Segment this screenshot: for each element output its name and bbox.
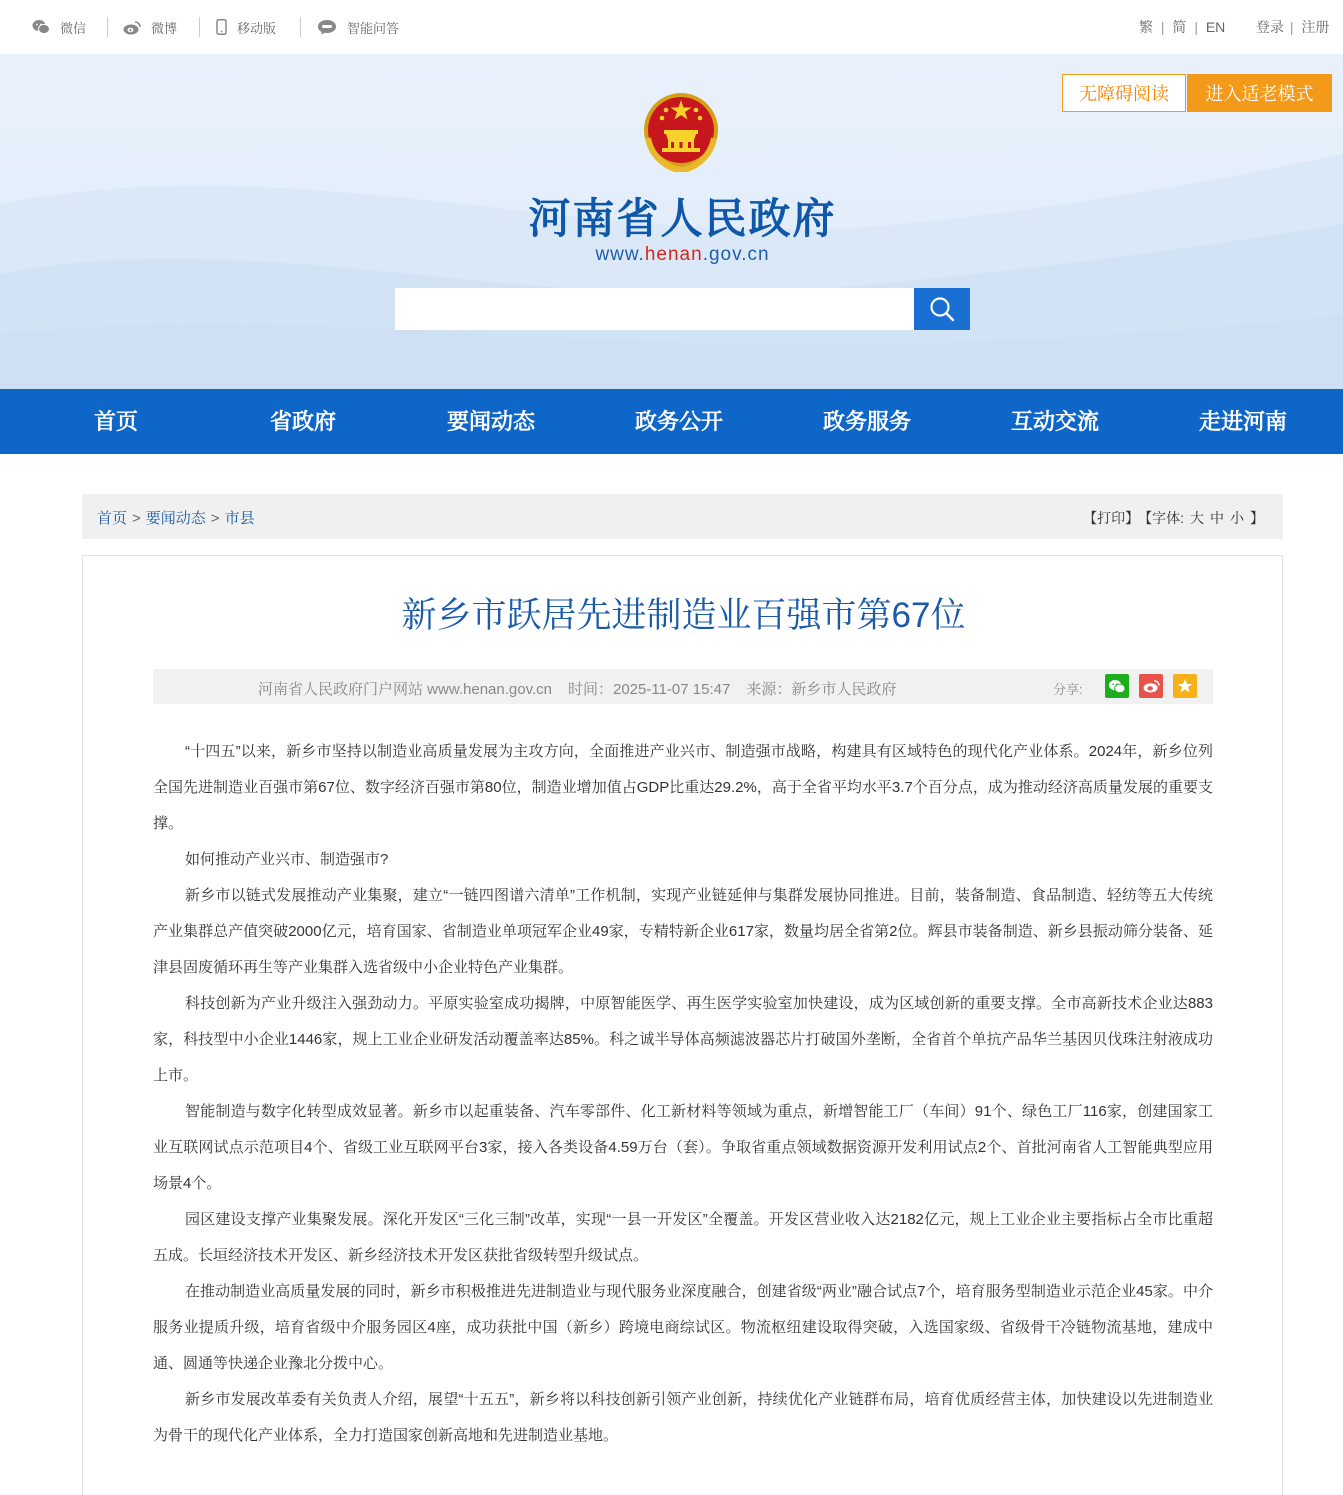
share-weibo-button[interactable] [1139, 674, 1163, 698]
article-time-group [568, 681, 730, 698]
font-size-end: 】 [1250, 510, 1264, 526]
url-highlight: henan [644, 244, 703, 265]
favorite-button[interactable] [1173, 674, 1197, 698]
chat-bubble-icon [317, 19, 337, 35]
nav-item-interaction[interactable]: 互动交流 [1011, 409, 1100, 434]
article-paragraph: 新乡市以链式发展推动产业集聚，建立“一链四图谱六清单”工作机制，实现产业链延伸与集群发展协同推进。目前，装备制造、食品制造、轻纺等五大传统产业集群总产值突破2000亿元，培育国家、省制造业单项冠军企业49家，专精特新企业617家，数量均居全省第2位。辉县市装备制造、新乡县振动筛分装备、延津县固废循环再生等产业集群入选省级中小企业特色产业集群。 [153, 887, 1213, 976]
lang-traditional[interactable]: 繁 [1139, 19, 1153, 35]
breadcrumb-separator: > [210, 510, 220, 527]
time-label: 时间： [567, 681, 613, 698]
site-title: 河南省人民政府 [528, 194, 837, 243]
smart-qa-label: 智能问答 [347, 20, 400, 36]
breadcrumb [97, 507, 255, 528]
divider [107, 17, 108, 37]
site-header [0, 54, 1343, 389]
article-paragraph: 新乡市发展改革委有关负责人介绍，展望“十五五”，新乡将以科技创新引领产业创新，持续优化产业链群布局，培育优质经营主体，加快建设以先进制造业为骨干的现代化产业体系，全力打造国家创新高地和先进制造业基地。 [153, 1391, 1213, 1444]
nav-item-about-henan[interactable]: 走进河南 [1199, 409, 1288, 434]
article-source-group [746, 681, 896, 698]
wechat-icon [32, 19, 50, 35]
article-paragraph: “十四五”以来，新乡市坚持以制造业高质量发展为主攻方向，全面推进产业兴市、制造强市战略，构建具有区域特色的现代化产业体系。2024年，新乡位列全国先进制造业百强市第67位、数字经济百强市第80位，制造业增加值占GDP比重达29.2%，高于全省平均水平3.7个百分点，成为推动经济高质量发展的重要支撑。 [153, 743, 1213, 832]
top-utility-bar [0, 0, 1343, 54]
login-link[interactable]: 登录 [1256, 19, 1284, 35]
breadcrumb-bar [82, 494, 1283, 539]
article-source: 新乡市人民政府 [791, 681, 897, 698]
weibo-label: 微博 [151, 20, 178, 36]
font-medium-button[interactable]: 中 [1210, 510, 1224, 526]
wechat-label: 微信 [60, 20, 87, 36]
url-suffix: .gov.cn [702, 244, 770, 265]
search-input[interactable] [395, 288, 914, 330]
nav-item-services[interactable]: 政务服务 [823, 409, 912, 434]
smart-qa-link[interactable] [317, 17, 399, 37]
mobile-link[interactable] [216, 17, 276, 37]
elder-mode-button[interactable]: 进入适老模式 [1187, 74, 1332, 112]
font-large-button[interactable]: 大 [1190, 510, 1204, 526]
weibo-icon [123, 20, 141, 35]
mobile-label: 移动版 [237, 20, 277, 36]
mobile-phone-icon [216, 19, 227, 35]
article-meta [258, 678, 912, 699]
article-paragraph: 科技创新为产业升级注入强劲动力。平原实验室成功揭牌，中原智能医学、再生医学实验室加快建设，成为区域创新的重要支撑。全市高新技术企业达883家，科技型中小企业1446家，规上工业企业研发活动覆盖率达85%。科之诚半导体高频滤波器芯片打破国外垄断，全省首个单抗产品华兰基因贝伐珠注射液成功上市。 [153, 995, 1213, 1084]
article-paragraph: 智能制造与数字化转型成效显著。新乡市以起重装备、汽车零部件、化工新材料等领域为重点，新增智能工厂（车间）91个、绿色工厂116家，创建国家工业互联网试点示范项目4个、省级工业互联网平台3家，接入各类设备4.59万台（套）。争取省重点领域数据资源开发利用试点2个、首批河南省人工智能典型应用场景4个。 [153, 1103, 1213, 1192]
lang-simplified[interactable]: 简 [1172, 19, 1187, 35]
share-label: 分享: [1053, 682, 1083, 697]
article-paragraph: 在推动制造业高质量发展的同时，新乡市积极推进先进制造业与现代服务业深度融合，创建省级“两业”融合试点7个，培育服务型制造业示范企业45家。中介服务业提质升级，培育省级中介服务园区4座，成功获批中国（新乡）跨境电商综试区。物流枢纽建设取得突破，入选国家级、省级骨干冷链物流基地，建成中通、圆通等快递企业豫北分拨中心。 [153, 1283, 1213, 1372]
article-paragraph: 如何推动产业兴市、制造强市? [185, 851, 389, 868]
article-time: 2025-11-07 15:47 [612, 681, 731, 698]
nav-item-provincial-gov[interactable]: 省政府 [270, 409, 337, 434]
article-meta-bar [153, 669, 1213, 704]
nav-item-home[interactable]: 首页 [94, 409, 139, 434]
divider [199, 17, 200, 37]
national-emblem-icon [642, 90, 720, 172]
article-container [82, 555, 1283, 1495]
breadcrumb-news[interactable]: 要闻动态 [145, 510, 206, 527]
article-title: 新乡市跃居先进制造业百强市第67位 [401, 596, 966, 635]
wechat-link[interactable] [32, 17, 86, 37]
print-button[interactable]: 【打印】 [1083, 510, 1140, 526]
lang-english[interactable]: EN [1205, 19, 1226, 35]
accessible-reading-button[interactable]: 无障碍阅读 [1062, 74, 1186, 112]
font-size-label: 【字体: [1145, 510, 1184, 526]
breadcrumb-cities[interactable]: 市县 [224, 510, 255, 527]
url-prefix: www. [595, 244, 645, 265]
source-label: 来源： [746, 681, 792, 698]
nav-item-gov-affairs[interactable]: 政务公开 [635, 409, 724, 434]
article-publisher: 河南省人民政府门户网站 www.henan.gov.cn [258, 681, 552, 698]
article-body [153, 734, 1213, 1454]
main-nav [0, 389, 1343, 454]
star-icon [1177, 678, 1193, 694]
register-link[interactable]: 注册 [1301, 19, 1330, 35]
breadcrumb-separator: > [132, 510, 141, 527]
share-wechat-button[interactable] [1105, 674, 1129, 698]
account-links: 登录 | 注册 [1256, 19, 1330, 35]
language-switcher: 繁 | 简 | EN [1139, 19, 1226, 35]
article-tools [1080, 508, 1267, 528]
breadcrumb-home[interactable]: 首页 [97, 510, 128, 527]
wechat-icon [1108, 679, 1126, 694]
weibo-link[interactable] [123, 17, 177, 37]
search-icon [929, 296, 955, 322]
article-paragraph: 园区建设支撑产业集聚发展。深化开发区“三化三制”改革，实现“一县一开发区”全覆盖。开发区营业收入达2182亿元，规上工业企业主要指标占全市比重超五成。长垣经济技术开发区、新乡经济技术开发区获批省级转型升级试点。 [153, 1211, 1213, 1264]
weibo-icon [1143, 679, 1160, 693]
site-url [0, 244, 1343, 266]
font-small-button[interactable]: 小 [1230, 510, 1244, 526]
nav-item-news[interactable]: 要闻动态 [447, 409, 536, 434]
search-button[interactable] [914, 288, 970, 330]
divider [300, 17, 301, 37]
